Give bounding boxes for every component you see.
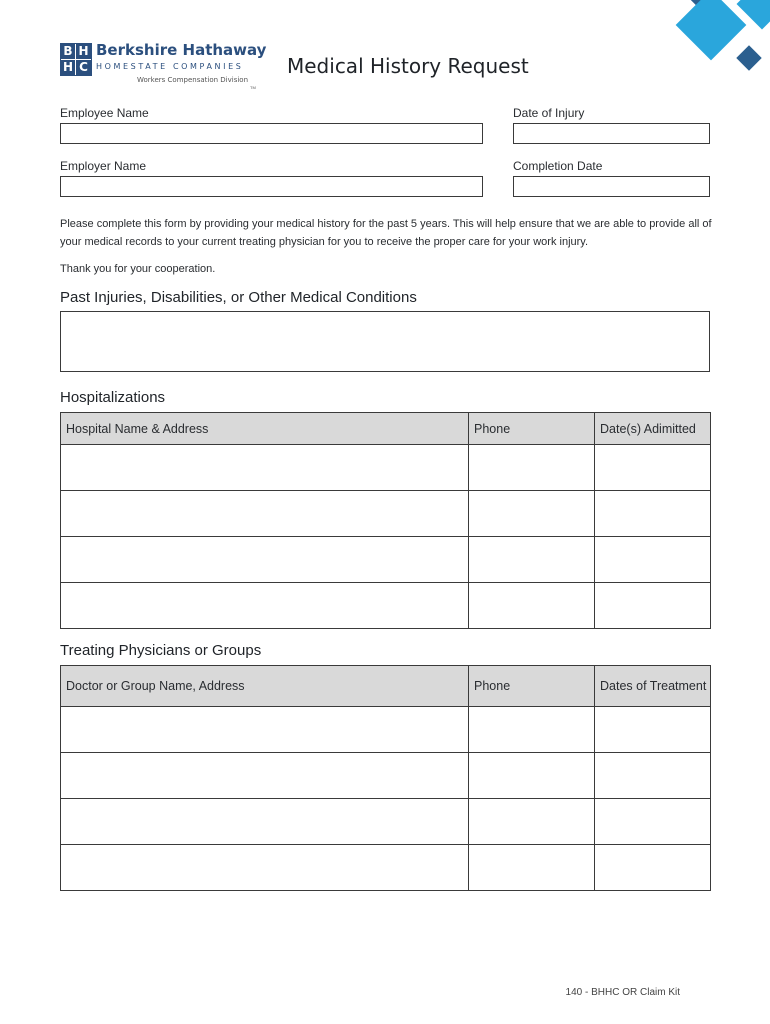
table-row: [61, 753, 711, 799]
table-header-row: [61, 666, 711, 707]
table-row: [61, 537, 711, 583]
logo-mark-b: B: [61, 44, 76, 60]
dates-cell[interactable]: [595, 491, 711, 537]
employee-name-field[interactable]: [60, 123, 483, 144]
instructions-text: Please complete this form by providing your medical history for the past 5 years. This will help ensure that we are able to provide all of your medical records to your current treating physician for you to receive the proper care for your work injury.: [60, 218, 712, 248]
doctor-cell[interactable]: [61, 707, 469, 753]
table-row: [61, 445, 711, 491]
table-row: [61, 845, 711, 891]
employer-name-label: Employer Name: [60, 159, 147, 173]
hospital-cell[interactable]: [61, 445, 469, 491]
table-row: [61, 799, 711, 845]
logo-company-subtitle: HOMESTATE COMPANIES: [96, 62, 244, 71]
logo-mark-h2: H: [61, 60, 76, 75]
logo-division: Workers Compensation Division: [137, 76, 249, 84]
logo-trademark: TM: [250, 85, 256, 90]
logo-company-name: Berkshire Hathaway: [96, 41, 267, 59]
employer-name-field[interactable]: [60, 176, 483, 197]
column-header-doctor: Doctor or Group Name, Address: [61, 666, 469, 707]
hospitalizations-table: [60, 412, 711, 629]
page-footer: 140 - BHHC OR Claim Kit: [565, 987, 680, 998]
date-of-injury-label: Date of Injury: [513, 106, 585, 120]
hospital-cell[interactable]: [61, 583, 469, 629]
dates-cell[interactable]: [595, 707, 711, 753]
doctor-cell[interactable]: [61, 799, 469, 845]
doctor-cell[interactable]: [61, 753, 469, 799]
dates-cell[interactable]: [595, 799, 711, 845]
logo-mark-c: C: [79, 60, 88, 74]
corner-diamond-icon: [676, 0, 747, 60]
column-header-phone: Phone: [469, 666, 595, 707]
hospital-cell[interactable]: [61, 537, 469, 583]
hospitalizations-heading: Hospitalizations: [60, 389, 166, 406]
past-conditions-textarea[interactable]: [60, 311, 710, 372]
table-row: [61, 707, 711, 753]
table-row: [61, 583, 711, 629]
hospital-cell[interactable]: [61, 491, 469, 537]
column-header-phone: Phone: [469, 413, 595, 445]
completion-date-field[interactable]: [513, 176, 710, 197]
corner-diamond-icon: [736, 45, 761, 70]
dates-cell[interactable]: [595, 583, 711, 629]
phone-cell[interactable]: [469, 537, 595, 583]
column-header-dates-admitted: Date(s) Adimitted: [595, 413, 711, 445]
physicians-table: [60, 665, 711, 891]
dates-cell[interactable]: [595, 537, 711, 583]
column-header-hospital: Hospital Name & Address: [61, 413, 469, 445]
table-row: [61, 491, 711, 537]
table-header-row: [61, 413, 711, 445]
page-title: Medical History Request: [287, 54, 529, 78]
phone-cell[interactable]: [469, 845, 595, 891]
bhhc-logo-mark: [60, 43, 92, 76]
phone-cell[interactable]: [469, 583, 595, 629]
doctor-cell[interactable]: [61, 845, 469, 891]
phone-cell[interactable]: [469, 707, 595, 753]
phone-cell[interactable]: [469, 445, 595, 491]
completion-date-label: Completion Date: [513, 159, 603, 173]
physicians-heading: Treating Physicians or Groups: [60, 642, 262, 659]
dates-cell[interactable]: [595, 845, 711, 891]
column-header-dates-of-treatment: Dates of Treatment: [595, 666, 711, 707]
phone-cell[interactable]: [469, 799, 595, 845]
employee-name-label: Employee Name: [60, 106, 149, 120]
logo-mark-h: H: [76, 44, 91, 60]
phone-cell[interactable]: [469, 491, 595, 537]
phone-cell[interactable]: [469, 753, 595, 799]
thanks-text: Thank you for your cooperation.: [60, 263, 216, 275]
past-conditions-heading: Past Injuries, Disabilities, or Other Medical Conditions: [60, 289, 417, 306]
date-of-injury-field[interactable]: [513, 123, 710, 144]
dates-cell[interactable]: [595, 753, 711, 799]
dates-cell[interactable]: [595, 445, 711, 491]
